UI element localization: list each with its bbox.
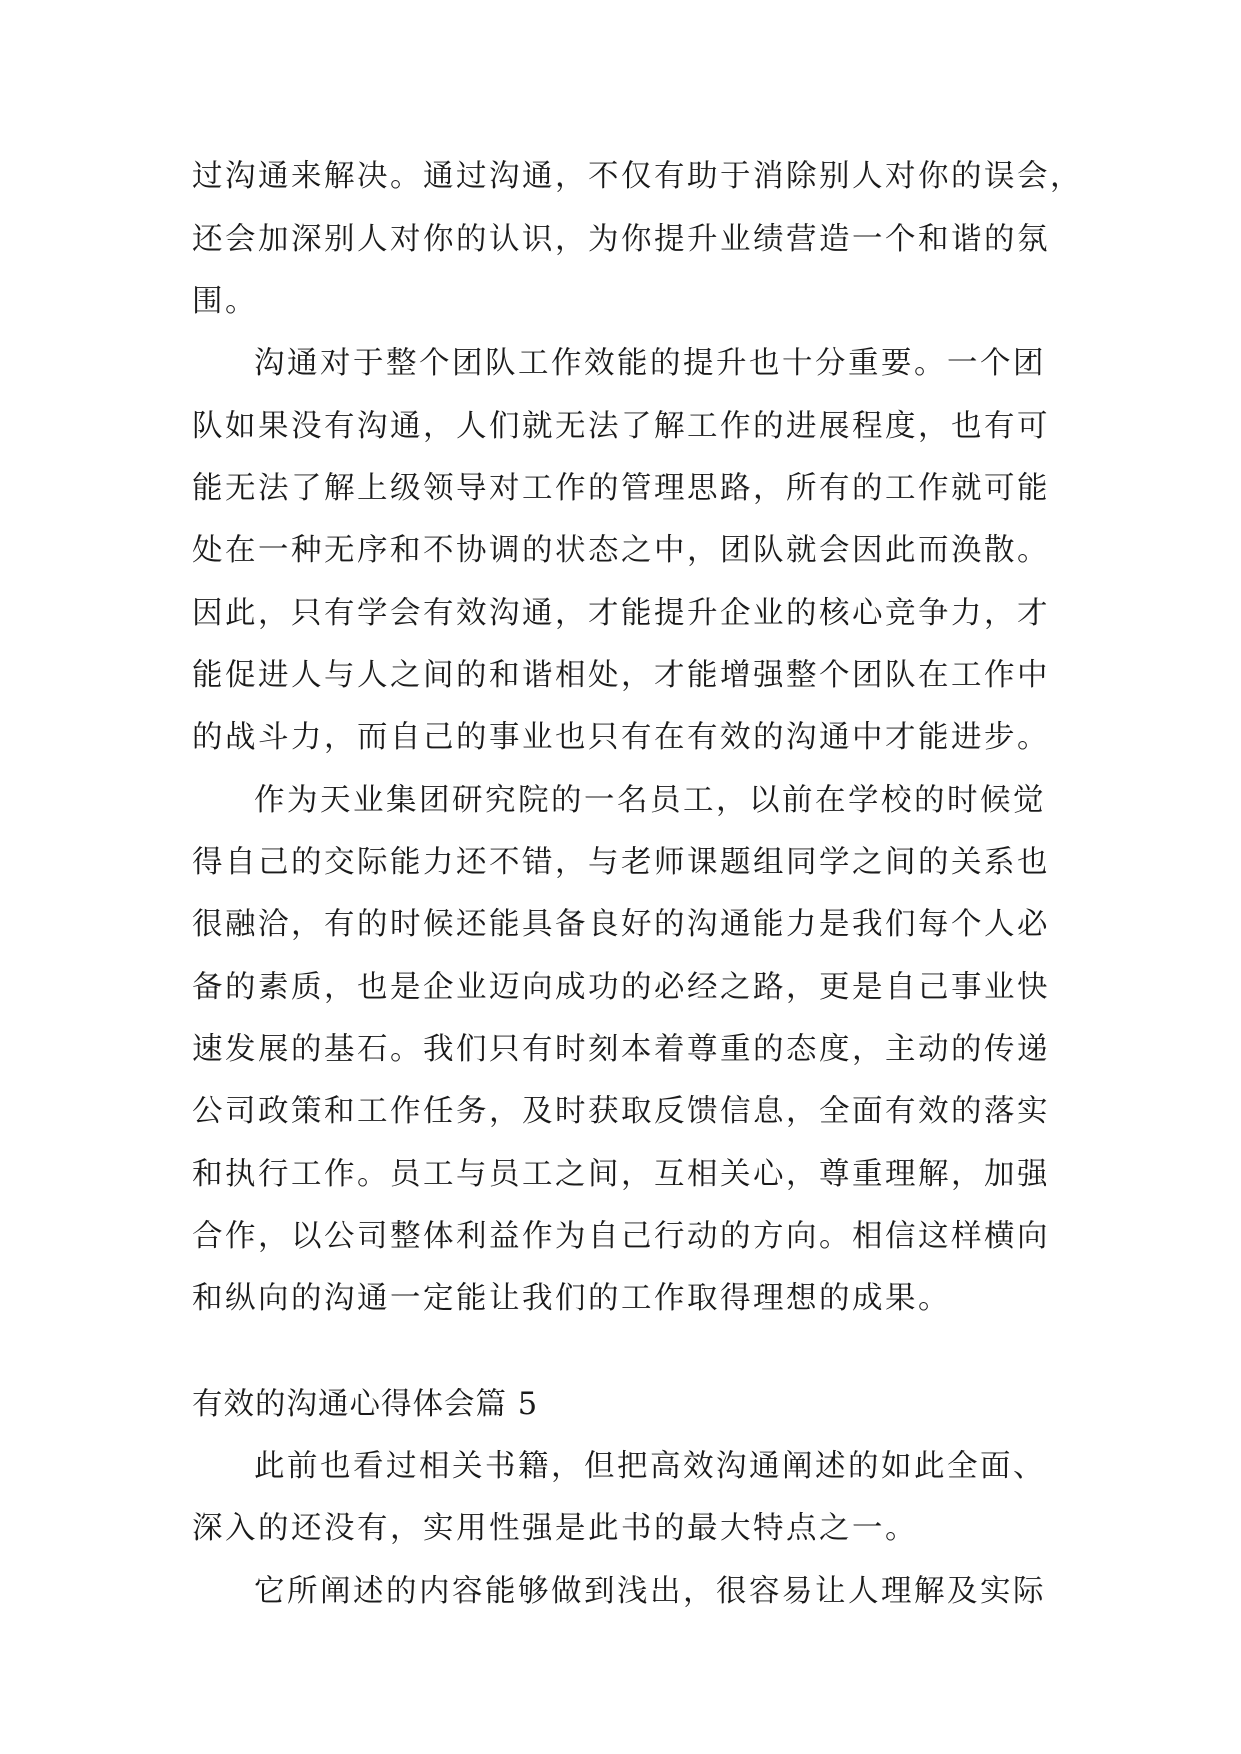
body-text-line: 得自己的交际能力还不错，与老师课题组同学之间的关系也: [192, 845, 1050, 880]
body-text-line: 队如果没有沟通，人们就无法了解工作的进展程度，也有可: [192, 409, 1050, 444]
body-text-line: 的战斗力，而自己的事业也只有在有效的沟通中才能进步。: [192, 720, 1050, 755]
body-text-line: 过沟通来解决。通过沟通，不仅有助于消除别人对你的误会，: [192, 159, 1083, 194]
body-text-line: 很融洽，有的时候还能具备良好的沟通能力是我们每个人必: [192, 907, 1050, 942]
body-text-line: 处在一种无序和不协调的状态之中，团队就会因此而涣散。: [192, 533, 1050, 568]
body-text-line: 能促进人与人之间的和谐相处，才能增强整个团队在工作中: [192, 658, 1050, 693]
paragraph-first-line: 沟通对于整个团队工作效能的提升也十分重要。一个团: [254, 346, 1046, 381]
body-text-line: 深入的还没有，实用性强是此书的最大特点之一。: [192, 1511, 918, 1546]
body-text-line: 备的素质，也是企业迈向成功的必经之路，更是自己事业快: [192, 970, 1050, 1005]
body-text-line: 和纵向的沟通一定能让我们的工作取得理想的成果。: [192, 1281, 951, 1316]
paragraph-first-line: 作为天业集团研究院的一名员工，以前在学校的时候觉: [254, 783, 1046, 818]
body-text-line: 合作，以公司整体利益作为自己行动的方向。相信这样横向: [192, 1219, 1050, 1254]
body-text-line: 公司政策和工作任务，及时获取反馈信息，全面有效的落实: [192, 1094, 1050, 1129]
body-text-line: 围。: [192, 284, 258, 319]
body-text-line: 能无法了解上级领导对工作的管理思路，所有的工作就可能: [192, 471, 1050, 506]
body-text-line: 因此，只有学会有效沟通，才能提升企业的核心竞争力，才: [192, 596, 1050, 631]
paragraph-first-line: 它所阐述的内容能够做到浅出，很容易让人理解及实际: [254, 1574, 1046, 1609]
section-heading: 有效的沟通心得体会篇 5: [192, 1387, 539, 1422]
body-text-line: 还会加深别人对你的认识，为你提升业绩营造一个和谐的氛: [192, 222, 1050, 257]
paragraph-first-line: 此前也看过相关书籍，但把高效沟通阐述的如此全面、: [254, 1449, 1046, 1484]
body-text-line: 速发展的基石。我们只有时刻本着尊重的态度，主动的传递: [192, 1032, 1050, 1067]
body-text-line: 和执行工作。员工与员工之间，互相关心，尊重理解，加强: [192, 1157, 1050, 1192]
